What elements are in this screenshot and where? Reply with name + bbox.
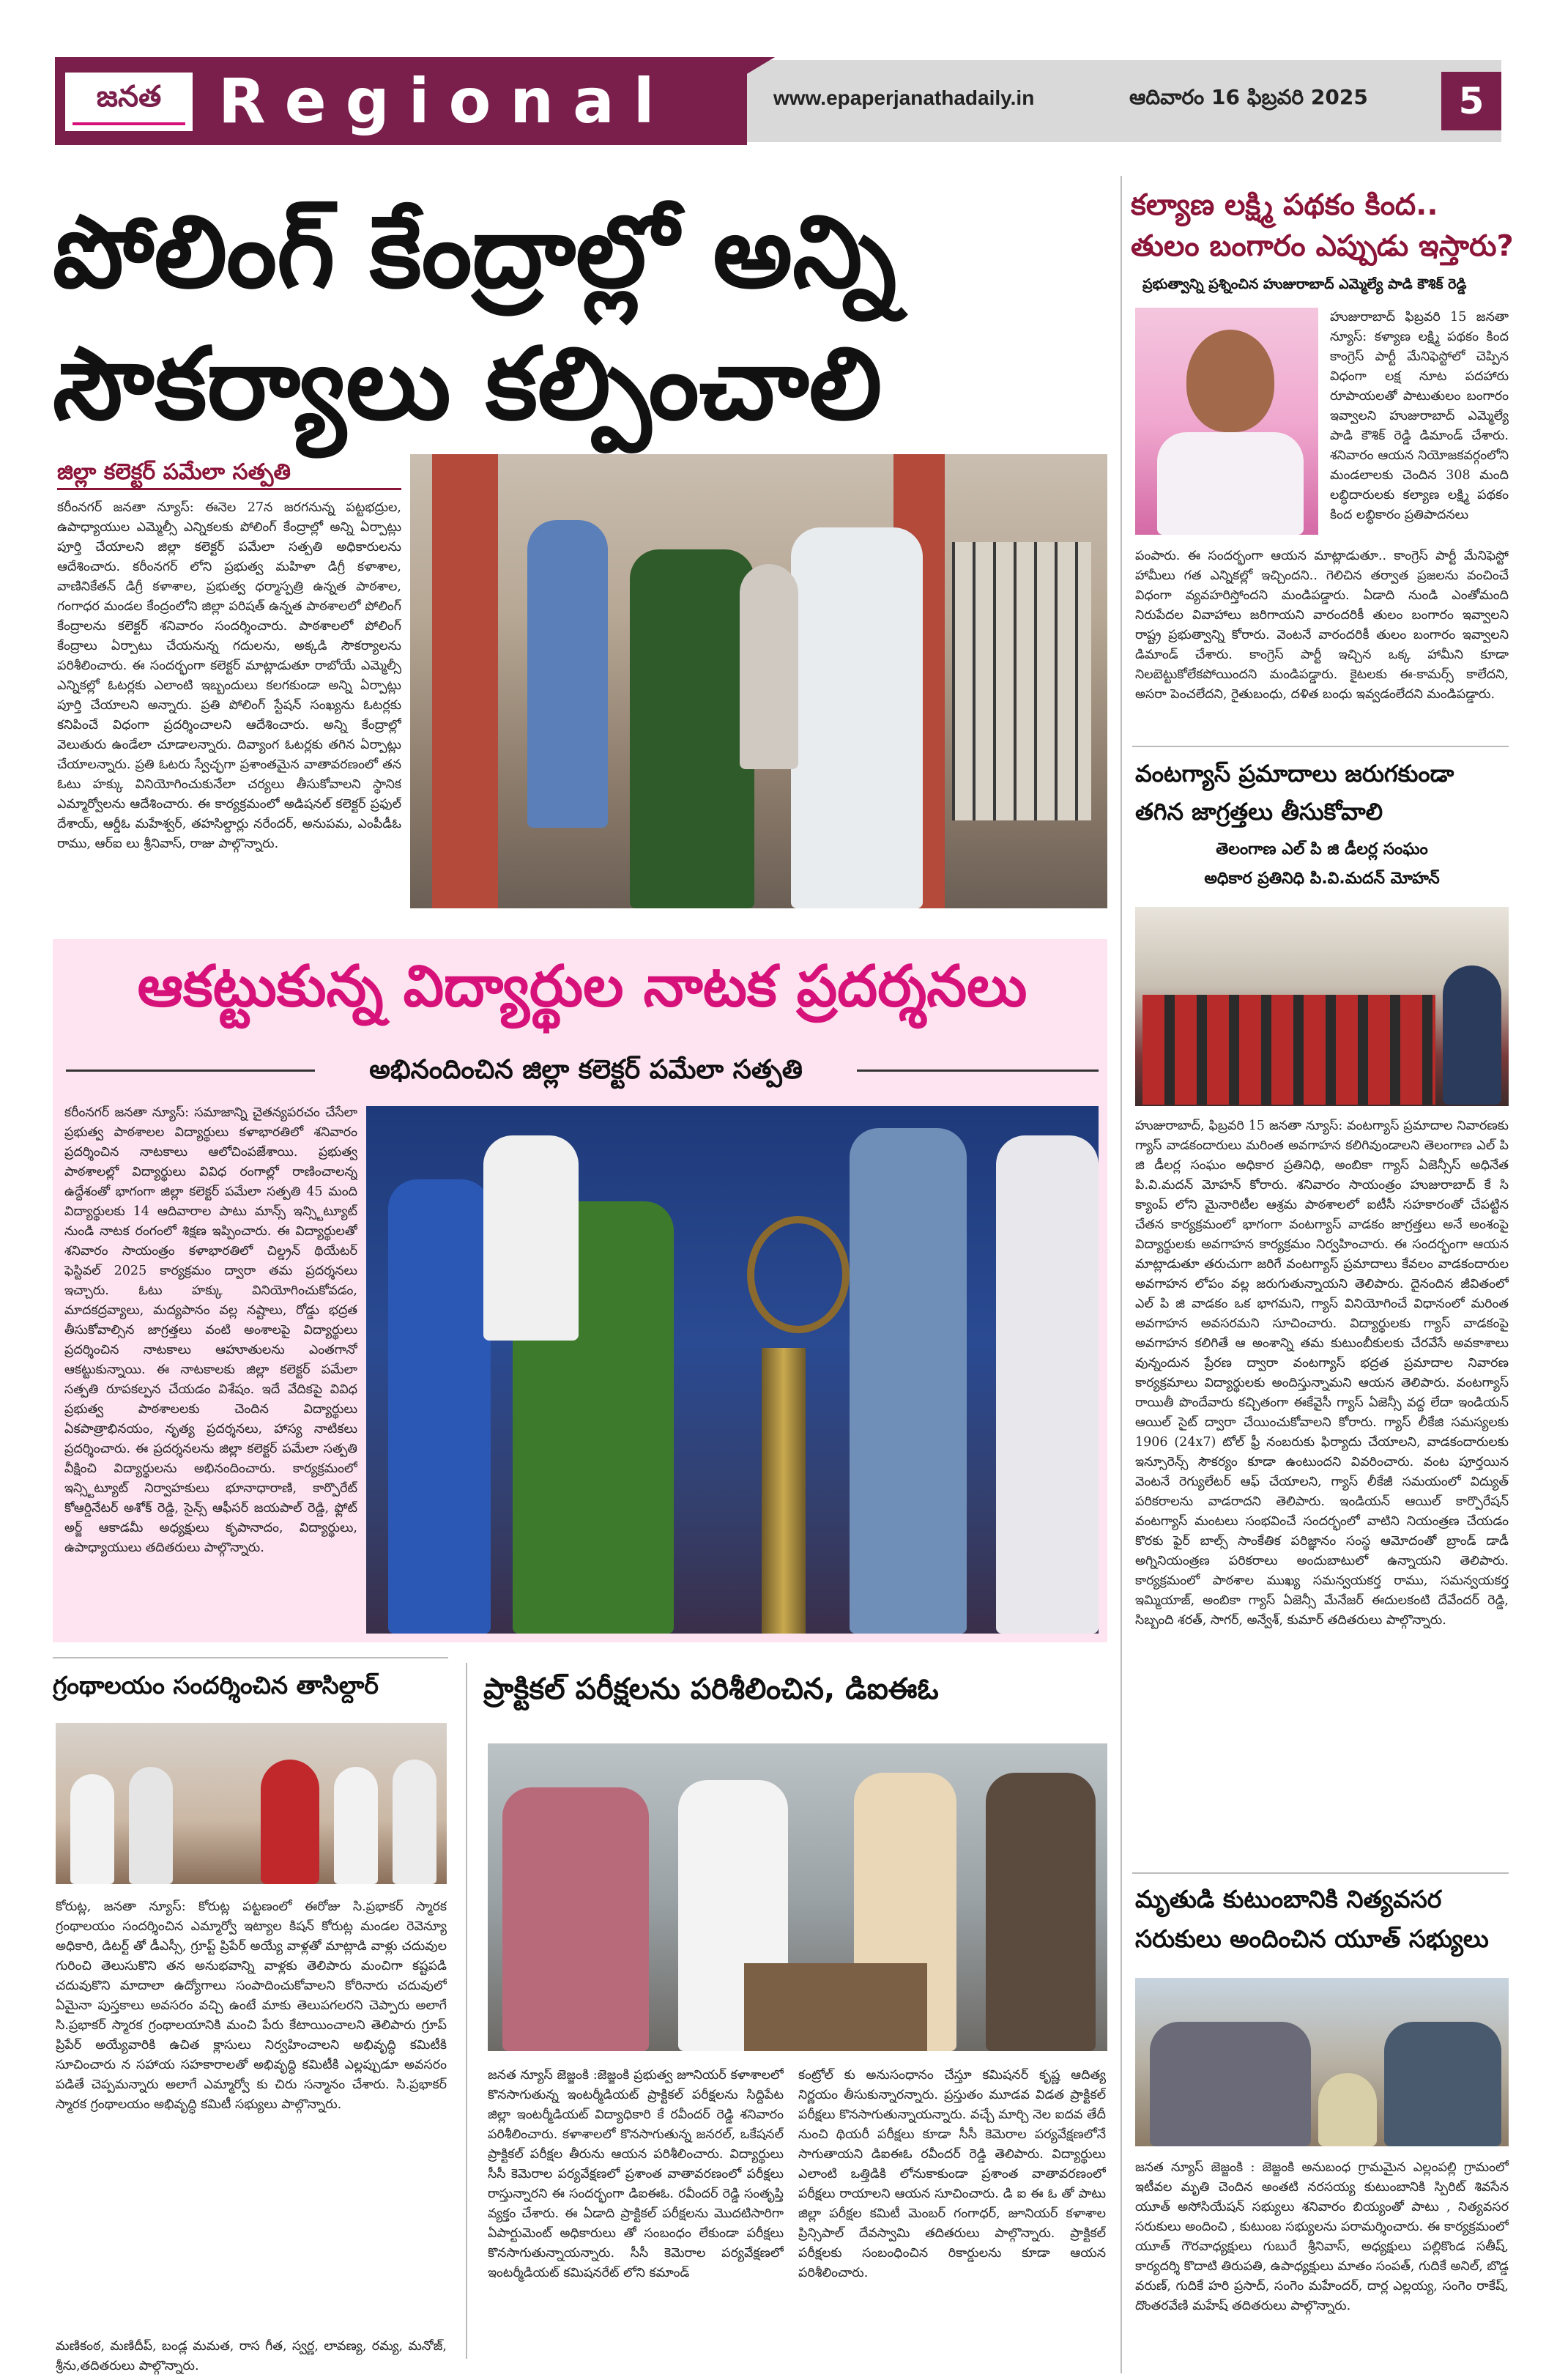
gas-subhead1: తెలంగాణ ఎల్ పి జి డీలర్ల సంఘం — [1216, 840, 1428, 859]
masthead-url[interactable]: www.epaperjanathadaily.in — [773, 86, 1035, 109]
section-title: Regional — [218, 65, 674, 137]
drama-body: కరీంనగర్ జనతా న్యూస్: సమాజాన్ని చైతన్యపరచం చేసేలా ప్రభుత్వ పాఠశాలల విద్యార్థులు కళాభారతిలో శనివారం ప్రదర్శించిన నాటకాలు ఆలోచింపజేశాయి. ప్రభుత్వ పాఠశాలల్లో విద్యార్థులు వివిధ రంగాల్లో రాణించాలన్న ఉద్దేశంతో భాగంగా జిల్లా కలెక్టర్ పమేలా సత్పతి 45 మంది విద్యార్థులకు 14 ఆదివారాల పాటు మాన్స్ ఇన్స్టిట్యూట్ నుండి నాటక రంగంలో శిక్షణ ఇప్పించారు. ఈ విద్యార్థులతో శనివారం సాయంత్రం కళాభారతిలో చిల్డ్రన్ థియేటర్ ఫెస్టివల్ 2025 కార్యక్రమం ద్వారా తమ ప్రదర్శనలు ఇచ్చారు. ఓటు హక్కు వినియోగించుకోవడం, మాదకద్రవ్యాలు, మద్యపానం వల్ల నష్టాలు, రోడ్డు భద్రత తీసుకోవాల్సిన జాగ్రత్తలు వంటి అంశాలపై విద్యార్థులు ప్రదర్శించిన నాటకాలు ఆహూతులను ఎంతగానో ఆకట్టుకున్నాయి. ఈ నాటకాలకు జిల్లా కలెక్టర్ పమేలా సత్పతి రూపకల్పన చేయడం విశేషం. ఇదే వేదికపై వివిధ ప్రభుత్వ పాఠశాలలకు చెందిన విద్యార్థులు ఏకపాత్రాభినయం, నృత్య ప్రదర్శనలు, హాస్య నాటికలు ప్రదర్శించారు. ఈ ప్రదర్శనలను జిల్లా కలెక్టర్ పమేలా సత్పతి వీక్షించి విద్యార్థులను అభినందించారు. కార్యక్రమంలో ఇన్స్టిట్యూట్ నిర్వాహకులు భూనాధారాణి, కార్పొరేట్ కోఆర్డినేటర్ అశోక్ రెడ్డి, సైన్స్ ఆఫీసర్ జయపాల్ రెడ్డి, ఫ్లోట్ అర్జ్ ఆకాడమీ అధ్యక్షులు కృపానాదం, విద్యార్థులు, ఉపాధ్యాయులు తదితరులు పాల్గొన్నారు. — [64, 1105, 357, 1555]
lead-photo — [410, 454, 1107, 908]
photo-person-blue-dress — [388, 1179, 491, 1634]
photo-window-grid — [952, 542, 1091, 820]
lead-headline-line2: సౌకర్యాలు కల్పించాలి — [53, 327, 882, 442]
photo-person-pattern-shirt — [502, 1787, 649, 2051]
masthead-arrow — [746, 57, 775, 75]
kalyana-body-full: పంపారు. ఈ సందర్భంగా ఆయన మాట్లాడుతూ.. కాంగ్రెస్ పార్టీ మేనిఫెస్టో హామీలు గత ఎన్నికల్లో ఇచ్చిందని.. గెలిచిన తర్వాత ప్రజలను వంచించే విధంగా వ్యవహరిస్తోందని మండిపడ్డారు. ఏడాది నుండి ఎంతోమంది నిరుపేదల వివాహాలు జరిగాయని వారందరికీ తులం బంగారం ఇవ్వాలని రాష్ట్ర ప్రభుత్వాన్ని కోరారు. వెంటనే వారందరికీ తులం బంగారం ఇవ్వాలని డిమాండ్ చేశారు. కాంగ్రెస్ పార్టీ ఇచ్చిన ఒక్క హామీని కూడా నిలబెట్టుకోలేకపోయిందని మండిపడ్డారు. కైటలకు ఈ-కామర్స్ కాలేదని, అసరా పెంచలేదని, రైతుబంధు, దళిత బంధు ఇవ్వడంలేదని మండిపడ్డారు. — [1135, 549, 1509, 702]
photo-person-4 — [393, 1760, 436, 1884]
photo-shirt — [1157, 432, 1304, 535]
library-photo — [56, 1723, 447, 1884]
photo-students-rows — [1142, 995, 1435, 1105]
photo-person-official — [791, 527, 923, 908]
lead-byline: జిల్లా కలెక్టర్ పమేలా సత్పతి — [57, 459, 291, 485]
photo-speaker — [1443, 965, 1501, 1105]
photo-person-blue — [527, 520, 608, 828]
youth-photo — [1135, 1978, 1509, 2146]
library-body: కోరుట్ల, జనతా న్యూస్: కోరుట్ల పట్టణంలో ఈరోజు సి.ప్రభాకర్ స్మారక గ్రంథాలయం సందర్శించిన ఎమ్మార్వో ఇట్యాల కిషన్ కోరుట్ల మండల రెవెన్యూ అధికారి, డిటర్ట్ తో డీఎస్సీ, గ్రూప్ట్ ప్రిపేర్ అయ్యే వాళ్లతో మాట్లాడి వాళ్లు చదువుల గురించి తెలుసుకొని తన అనుభవాన్ని వాళ్లకు తెలిపారు మంచిగా కష్టపడి చదువుకొని మాదాలా ఉద్యోగాలు సంపాదించుకోవాలని కోరినారు చదువులో ఏమైనా పుస్తకాలు అవసరం వచ్చి ఉంటే మాకు తెలుపగలరని చెప్పారు అలాగే సి.ప్రభాకర్ స్మారక గ్రంథాలయానికి మంచి పేరు కేటాయించాలని తెలిపారు గ్రూప్ ప్రిపేర్ అయ్యేవారికి ఉచిత క్లాసులు నిర్వహించాలని అభివృద్ధి కమిటీకి సూచించారు న సహాయ సహకారాలతో అభివృద్ధి కమిటీకి ఎల్లప్పుడూ అవసరం పడితే చెప్పమన్నారు అలాగే ఎమ్మార్వో కు చిరు సన్మానం చేశారు. సి.ప్రభాకర్ స్మారక గ్రంథాలయం అభివృద్ధి కమిటీ సభ్యులు పాల్గొన్నారు. — [56, 1899, 447, 2112]
photo-rice-bags — [1318, 2073, 1377, 2146]
youth-headline-line1: మృతుడి కుటుంబానికి నిత్యవసర — [1135, 1885, 1442, 1913]
photo-lamp-stand — [762, 1348, 806, 1634]
drama-subhead-rule-left — [66, 1069, 315, 1072]
youth-top-rule — [1132, 1872, 1509, 1874]
photo-person-shawl — [261, 1760, 319, 1884]
photo-group-left — [1150, 2022, 1311, 2146]
practical-body-left: జనత న్యూస్ జెజ్జంకి :జెజ్జంకి ప్రభుత్వ జూనియర్ కళాశాలలో కొనసాగుతున్న ఇంటర్మీడియట్ ప్రాక్టికల్ పరీక్షలను సిద్దిపేట జిల్లా ఇంటర్మీడియట్ విద్యాధికారి కే రవీందర్ రెడ్డి శనివారం పరిశీలించారు. కళాశాలలో కొనసాగుతున్న జనరల్, ఒకేషనల్ ప్రాక్టికల్ పరీక్షల తీరును ఆయన పరిశీలించారు. విద్యార్థులు సీసీ కెమెరాల పర్యవేక్షణలో ప్రశాంత వాతావరణంలో పరీక్షలు రాస్తున్నారని ఈ సందర్భంగా డిఐఈఓ. రవీందర్ రెడ్డి సంతృప్తి వ్యక్తం చేశారు. ఈ ఏడాది ప్రాక్టికల్ పరీక్షలను మొదటిసారిగా ఏపార్టుమెంట్ అధికారులు తో సంబంధం లేకుండా పరీక్షలు కొనసాగుతున్నాయన్నారు. సీసీ కెమెరాల పర్యవేక్షణలో ఇంటర్మీడియట్ కమిషనరేట్ లోని కమాండ్ — [488, 2068, 784, 2280]
gas-photo — [1135, 907, 1509, 1106]
lead-headline-line1: పోలింగ్ కేంద్రాల్లో అన్ని — [53, 195, 896, 311]
drama-subhead-rule-right — [857, 1069, 1099, 1072]
masthead-date: ఆదివారం 16 ఫిబ్రవరి 2025 — [1129, 85, 1368, 109]
photo-group-right — [1384, 2022, 1501, 2146]
photo-face — [1186, 330, 1274, 432]
logo-tagline-bar — [73, 122, 185, 125]
lead-body: కరీంనగర్ జనతా న్యూస్: ఈనెల 27న జరగనున్న పట్టభద్రుల, ఉపాధ్యాయుల ఎమ్మెల్సీ ఎన్నికలకు పోలింగ్ కేంద్రాల్లో అన్ని ఏర్పాట్లు పూర్తి చేయాలని జిల్లా కలెక్టర్ పమేలా సత్పతి అధికారులను ఆదేశించారు. కరీంనగర్ లోని ప్రభుత్వ మహిళా డిగ్రీ కళాశాల, వాణినికేతన్ డిగ్రీ కళాశాల, ప్రభుత్వ ధర్మాస్పత్రి ఉన్నత పాఠశాల, గంగాధర మండల కేంద్రంలోని జిల్లా పరిషత్ ఉన్నత పాఠశాలలో పోలింగ్ కేంద్రాలను కలెక్టర్ శనివారం సందర్శించారు. పాఠశాలలో పోలింగ్ కేంద్రాలు ఏర్పాటు చేయనున్న గదులను, అక్కడి సౌకర్యాలను పరిశీలించారు. ఈ సందర్భంగా కలెక్టర్ మాట్లాడుతూ రాబోయే ఎమ్మెల్సీ ఎన్నికల్లో ఓటర్లకు ఎలాంటి ఇబ్బందులు కలగకుండా అన్ని ఏర్పాట్లు పూర్తి చేయాలని అన్నారు. ప్రతి పోలింగ్ స్టేషన్ సంఖ్యను ఓటర్లకు కనిపించే విధంగా ప్రదర్శించాలని ఆదేశించారు. అన్ని కేంద్రాల్లో వెలుతురు ఉండేలా చూడాలన్నారు. దివ్యాంగ ఓటర్లకు తగిన ఏర్పాట్లు చేయాలన్నారు. ప్రతి ఓటరు స్వేచ్ఛగా ప్రశాంతమైన వాతావరణంలో తన ఓటు హక్కు వినియోగించుకునేలా చర్యలు తీసుకోవాలని స్థానిక ఎమ్మార్వోలను ఆదేశించారు. ఈ కార్యక్రమంలో అడిషనల్ కలెక్టర్ ప్రఫుల్ దేశాయ్, ఆర్డీఓ మహేశ్వర్, తహసిల్దార్లు నరేందర్, అనుపమ, ఎంపీడీఓ రాము, ఆర్ఐ లు శ్రీనివాస్, రాజు పాల్గొన్నారు. — [57, 500, 401, 851]
practical-headline: ప్రాక్టికల్ పరీక్షలను పరిశీలించిన, డిఐఈఓ — [483, 1672, 939, 1706]
photo-person-right — [996, 1135, 1099, 1634]
gas-headline-line1: వంటగ్యాస్ ప్రమాదాలు జరుగకుండా — [1135, 760, 1454, 787]
gas-headline-line2: తగిన జాగ్రత్తలు తీసుకోవాలి — [1135, 798, 1383, 826]
gas-top-rule — [1132, 746, 1509, 747]
practical-body-right: కంట్రోల్ కు అనుసంధానం చేస్తూ కమిషనర్ కృష్ణ ఆదిత్య నిర్ణయం తీసుకున్నారన్నారు. ప్రస్తుతం మూడవ విడత ప్రాక్టికల్ పరీక్షలు కొనసాగుతున్నాయన్నారు. వచ్చే మార్చి నెల ఐదవ తేదీ నుంచి థియరీ పరీక్షలు కూడా సీసీ కెమెరాల పర్యవేక్షణలోనే సాగుతాయని డిఐఈఓ రవీందర్ రెడ్డి తెలిపారు. విద్యార్థులు ఎలాంటి ఒత్తిడికి లోనుకాకుండా ప్రశాంత వాతావరణంలో పరీక్షలు రాయాలని ఆయన సూచించారు. డి ఐ ఈ ఓ తో పాటు జిల్లా పరీక్షల కమిటీ మెంబర్ గంగాధర్, జూనియర్ కళాశాల ప్రిన్సిపాల్ దేవస్వామి తదితరులు పాల్గొన్నారు. ప్రాక్టికల్ పరీక్షలకు సంబంధించిన రికార్డులను కూడా ఆయన పరిశీలించారు. — [798, 2068, 1106, 2280]
youth-body: జనత న్యూస్ జెజ్జంకి : జెజ్జంకి అనుబంధ గ్రామమైన ఎల్లంపల్లి గ్రామంలో ఇటీవల మృతి చెందిన అంతటి నరసయ్య కుటుంబానికి స్పిరిట్ శివసేన యూత్ అసోసియేషన్ సభ్యులు శనివారం బియ్యంతో పాటు , నిత్యవసర సరుకులు అందించి , కుటుంబ సభ్యులను పరామర్శించారు. ఈ కార్యక్రమంలో యూత్ గౌరవాధ్యక్షులు గుబురే శ్రీనివాస్, అధ్యక్షులు పల్లికొండ సతీష్, కార్యదర్శి కొదాటి తిరుపతి, ఉపాధ్యక్షులు మాతం సంపత్, గుదికే అనిల్, బొడ్డ వరుణ్, గుదికే హరి ప్రసాద్, సంగెం మహేందర్, దార్ల ఎల్లయ్య, సంగెం రాకేష్, దొంతరవేణి మహేష్ తదితరులు పాల్గొన్నారు. — [1135, 2160, 1509, 2313]
photo-person-3 — [334, 1767, 378, 1884]
practical-photo — [488, 1743, 1107, 2051]
kalyana-body-side: హుజురాబాద్ ఫిబ్రవరి 15 జనతా న్యూస్: కళ్యాణ లక్ష్మి పథకం కింద కాంగ్రెస్ పార్టీ మేనిఫెస్టోలో చెప్పిన విధంగా లక్ష నూట పదహారు రూపాయలతో పాటుతులం బంగారం ఇవ్వాలని హుజురాబాద్ ఎమ్మెల్యే పాడి కౌశిక్ రెడ్డి డిమాండ్ చేశారు. శనివారం ఆయన నియోజకవర్గంలోని మండలాలకు చెందిన 308 మంది లబ్ధిదారులకు కల్యాణ లక్ష్మి పథకం కింద లబ్ధికారం ప్రతిపాదనలు — [1330, 310, 1509, 522]
drama-subhead: అభినందించిన జిల్లా కలెక్టర్ పమేలా సత్పతి — [369, 1055, 803, 1085]
kalyana-photo — [1135, 308, 1318, 535]
library-headline: గ్రంథాలయం సందర్శించిన తాసిల్దార్ — [53, 1671, 379, 1699]
kalyana-headline-line1: కల్యాణ లక్ష్మి పథకం కింద.. — [1131, 188, 1438, 222]
photo-nataraja-idol — [747, 1216, 850, 1333]
library-top-rule — [53, 1657, 448, 1658]
masthead-logo — [63, 70, 195, 133]
kalyana-headline-line2: తులం బంగారం ఎప్పుడు ఇస్తారు? — [1131, 229, 1514, 263]
photo-person-white-shirt — [483, 1135, 579, 1341]
photo-person-1 — [70, 1774, 114, 1884]
photo-person-back — [740, 564, 798, 769]
kalyana-subhead: ప్రభుత్వాన్ని ప్రశ్నించిన హుజురాబాద్ ఎమ్మెల్యే పాడి కౌశిక్ రెడ్డి — [1142, 276, 1467, 292]
photo-pillar-left — [432, 454, 498, 908]
photo-person-checked — [986, 1773, 1096, 2051]
right-column-divider — [1121, 176, 1122, 2373]
drama-photo — [366, 1106, 1099, 1634]
photo-person-2 — [129, 1767, 173, 1884]
page-number: 5 — [1441, 72, 1501, 130]
practical-column-divider — [466, 1663, 467, 2359]
youth-headline-line2: సరుకులు అందించిన యూత్ సభ్యులు — [1135, 1924, 1489, 1953]
lead-byline-rule — [57, 488, 401, 490]
gas-body: హుజురాబాద్, ఫిబ్రవరి 15 జనతా న్యూస్: వంటగ్యాస్ ప్రమాదాల నివారణకు గ్యాస్ వాడకందారులు మరింత అవగాహన కలిగివుండాలని తెలంగాణ ఎల్ పి జి డీలర్ల సంఘం అధికార ప్రతినిధి, అంబికా గ్యాస్ ఏజెన్సీస్ అధినేత పి.వి.మదన్ మోహన్ కోరారు. శనివారం సాయంత్రం హుజురాబాద్ కే సి క్యాంప్ లోని మైనారిటీల ఆశ్రమ పాఠశాలలో ఐటీసీ సహకారంతో చేపట్టిన చేతన కార్యక్రమంలో భాగంగా వంటగ్యాస్ వాడకం జాగ్రత్తలు అనే అంశంపై విద్యార్థులకు అవగాహన కార్యక్రమం నిర్వహించారు. ఈ సందర్భంగా ఆయన మాట్లాడుతూ తరుచుగా జరిగే వంటగ్యాస్ ప్రమాదాలు కేవలం వాడకందారుల అవగాహన లోపం వల్ల జరుగుతున్నాయని తెలిపారు. దైనందిన జీవితంలో ఎల్ పి జి వాడకం ఒక భాగమని, గ్యాస్ వినియోగించే విధానంలో మరింత అవగాహన అవసరమని సూచించారు. విద్యార్థులకు గ్యాస్ వాడకంపై అవగాహన కలిగితే ఆ అంశాన్ని తమ కుటుంబీకులకు చేరవేసే అవకాశాలు వున్నందున ప్రేరణ ద్వారా వంటగ్యాస్ భద్రత ప్రమాదాల నివారణ కార్యక్రమాలు విద్యార్థులకు అందిస్తున్నామని ఆయన తెలిపారు. వంటగ్యాస్ రాయితీ పొందేవారు కచ్చితంగా ఈకేవైసీ గ్యాస్ ఏజెన్సీ వద్ద లేదా ఇండియన్ ఆయిల్ సైట్ ద్వారా చేయించుకోవాలని కోరారు. గ్యాస్ లీకేజి సమస్యలకు 1906 (24x7) టోల్ ఫ్రీ నంబరుకు ఫిర్యాదు చేయాలని, వాడకందారులకు ఇన్సూరెన్స్ సౌకర్యం కూడా ఉంటుందని వివరించారు. వంట పూర్తయిన వెంటనే రెగ్యులేటర్ ఆఫ్ చేయాలని, గ్యాస్ లీకేజీ సమయంలో విద్యుత్ పరికరాలను వాడరాదని తెలిపారు. ఇండియన్ ఆయిల్ కార్పొరేషన్ వంటగ్యాస్ మంటలు సంభవించే సందర్భంలో వాటిని నియంత్రణ చేయడం కొరకు ఫైర్ బాల్స్ సాంకేతిక పరిజ్ఞానం సంస్థ ఆమోదంతో బ్రాండ్ డాడీ అగ్నినియంత్రణ పరికరాలు అందుబాటులో ఉన్నాయని తెలిపారు. కార్యక్రమంలో పాఠశాల ముఖ్య సమన్వయకర్త రాము, సమన్వయకర్త ఇమ్మియాజ్, అంబికా గ్యాస్ ఏజెన్సీ మేనేజర్ ఈదులకంటి దేవేందర్ రెడ్డి, సిబ్బంది శరత్, సాగర్, అన్వేశ్, కుమార్ తదితరులు పాల్గొన్నారు. — [1135, 1119, 1509, 1628]
drama-headline: ఆకట్టుకున్న విద్యార్థుల నాటక ప్రదర్శనలు — [137, 954, 1028, 1020]
logo-text: జనత — [96, 80, 162, 114]
photo-lab-table — [744, 1963, 927, 2051]
library-body-tail: మణికంఠ, మణిదీప్, బండ్ల మమత, రాస గీత, స్వర్ణ, లావణ్య, రమ్య, మనోజ్, శ్రీను,తదితరులు పాల్గొన్నారు. — [56, 2339, 447, 2373]
gas-subhead2: అధికార ప్రతినిధి పి.వి.మదన్ మోహన్ — [1204, 870, 1440, 888]
photo-person-checked-shirt — [850, 1128, 967, 1634]
photo-person-collector — [630, 549, 754, 908]
